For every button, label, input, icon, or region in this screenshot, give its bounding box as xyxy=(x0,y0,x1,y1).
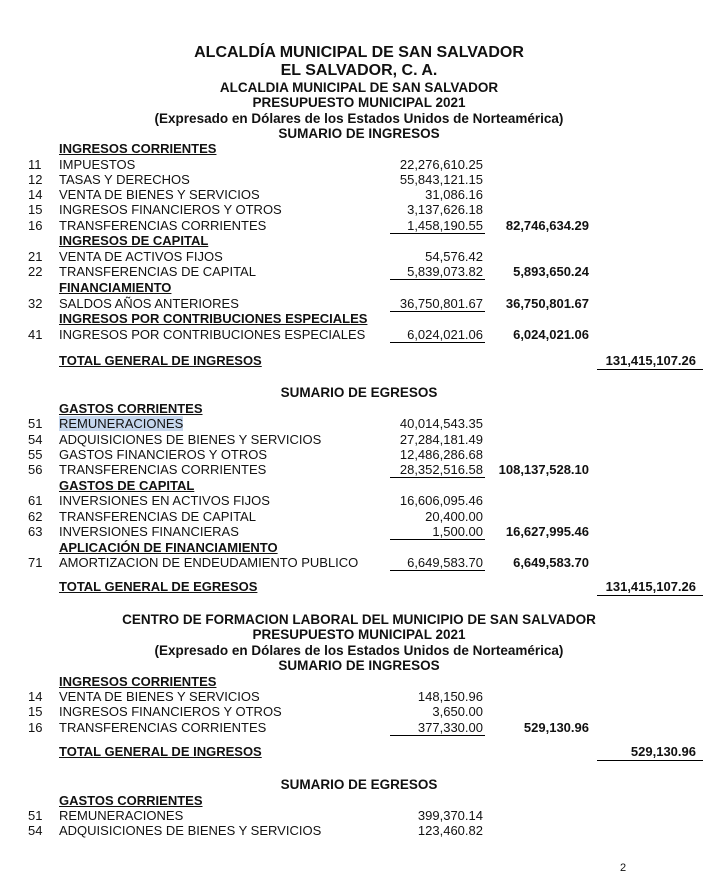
row-amount: 20,400.00 xyxy=(425,509,483,524)
budget-title: PRESUPUESTO MUNICIPAL 2021 xyxy=(252,95,466,110)
row-code: 12 xyxy=(28,172,43,187)
section-gastos-capital: GASTOS DE CAPITAL xyxy=(59,478,195,493)
underline xyxy=(597,760,703,761)
subtotal: 529,130.96 xyxy=(523,720,589,735)
underline xyxy=(597,369,703,370)
cfl-section-ingresos-corrientes: INGRESOS CORRIENTES xyxy=(59,674,217,689)
income-summary-title: SUMARIO DE INGRESOS xyxy=(278,126,440,141)
row-code: 21 xyxy=(28,249,43,264)
cfl-egresos-title: SUMARIO DE EGRESOS xyxy=(280,777,438,792)
section-financiamiento: FINANCIAMIENTO xyxy=(59,280,172,295)
row-code: 14 xyxy=(28,689,43,704)
row-amount: 27,284,181.49 xyxy=(399,432,483,447)
row-amount: 377,330.00 xyxy=(417,720,483,735)
total-egresos: 131,415,107.26 xyxy=(605,579,696,594)
row-code: 71 xyxy=(28,555,43,570)
page-number: 2 xyxy=(620,862,627,874)
row-amount: 123,460.82 xyxy=(417,823,483,838)
row-name: REMUNERACIONES xyxy=(59,808,184,823)
row-amount: 55,843,121.15 xyxy=(399,172,483,187)
cfl-income-title: SUMARIO DE INGRESOS xyxy=(278,658,440,673)
row-name: SALDOS AÑOS ANTERIORES xyxy=(59,296,239,311)
egresos-title: SUMARIO DE EGRESOS xyxy=(280,385,438,400)
row-name: TRANSFERENCIAS DE CAPITAL xyxy=(59,264,256,279)
row-name: INVERSIONES EN ACTIVOS FIJOS xyxy=(59,493,270,508)
subtotal: 5,893,650.24 xyxy=(513,264,589,279)
row-code: 15 xyxy=(28,704,43,719)
row-code: 41 xyxy=(28,327,43,342)
row-name: ADQUISICIONES DE BIENES Y SERVICIOS xyxy=(59,823,322,838)
cfl-total-ingresos-label: TOTAL GENERAL DE INGRESOS xyxy=(59,744,262,759)
row-code: 56 xyxy=(28,462,43,477)
country-title: EL SALVADOR, C. A. xyxy=(280,62,438,79)
underline xyxy=(390,735,485,736)
underline xyxy=(597,595,703,596)
row-name: TRANSFERENCIAS CORRIENTES xyxy=(59,462,267,477)
row-code: 54 xyxy=(28,823,43,838)
cfl-currency-note: (Expresado en Dólares de los Estados Unidos de Norteamérica) xyxy=(154,643,564,658)
subtotal: 6,649,583.70 xyxy=(513,555,589,570)
subtotal: 16,627,995.46 xyxy=(505,524,589,539)
row-name: TRANSFERENCIAS DE CAPITAL xyxy=(59,509,256,524)
row-code: 62 xyxy=(28,509,43,524)
row-name xyxy=(59,416,183,431)
row-amount: 399,370.14 xyxy=(417,808,483,823)
row-name: GASTOS FINANCIEROS Y OTROS xyxy=(59,447,268,462)
cfl-total-ingresos: 529,130.96 xyxy=(630,744,696,759)
row-name: ADQUISICIONES DE BIENES Y SERVICIOS xyxy=(59,432,322,447)
row-amount: 40,014,543.35 xyxy=(399,416,483,431)
row-name: TRANSFERENCIAS CORRIENTES xyxy=(59,720,267,735)
row-code: 14 xyxy=(28,187,43,202)
subtotal: 36,750,801.67 xyxy=(505,296,589,311)
row-code: 51 xyxy=(28,808,43,823)
row-name: TRANSFERENCIAS CORRIENTES xyxy=(59,218,267,233)
row-amount: 3,137,626.18 xyxy=(407,202,483,217)
total-ingresos-label: TOTAL GENERAL DE INGRESOS xyxy=(59,353,262,368)
row-amount: 12,486,286.68 xyxy=(399,447,483,462)
row-amount: 6,649,583.70 xyxy=(407,555,483,570)
row-name: IMPUESTOS xyxy=(59,157,136,172)
row-code: 51 xyxy=(28,416,43,431)
underline xyxy=(390,477,485,478)
row-code: 11 xyxy=(28,157,42,172)
row-name: VENTA DE BIENES Y SERVICIOS xyxy=(59,187,260,202)
row-amount: 36,750,801.67 xyxy=(399,296,483,311)
cfl-budget-title: PRESUPUESTO MUNICIPAL 2021 xyxy=(252,627,466,642)
row-name: VENTA DE ACTIVOS FIJOS xyxy=(59,249,223,264)
row-amount: 54,576.42 xyxy=(425,249,483,264)
section-ingresos-capital: INGRESOS DE CAPITAL xyxy=(59,233,209,248)
row-name: INGRESOS FINANCIEROS Y OTROS xyxy=(59,704,282,719)
row-amount: 31,086.16 xyxy=(425,187,483,202)
section-ingresos-corrientes: INGRESOS CORRIENTES xyxy=(59,141,217,156)
subtotal: 82,746,634.29 xyxy=(505,218,589,233)
currency-note: (Expresado en Dólares de los Estados Unidos de Norteamérica) xyxy=(154,111,564,126)
row-amount: 1,458,190.55 xyxy=(407,218,483,233)
row-code: 22 xyxy=(28,264,43,279)
underline xyxy=(390,539,485,540)
section-contribuciones: INGRESOS POR CONTRIBUCIONES ESPECIALES xyxy=(59,311,368,326)
total-egresos-label: TOTAL GENERAL DE EGRESOS xyxy=(59,579,258,594)
row-code: 15 xyxy=(28,202,43,217)
total-ingresos: 131,415,107.26 xyxy=(605,353,696,368)
row-amount: 5,839,073.82 xyxy=(407,264,483,279)
row-amount: 6,024,021.06 xyxy=(407,327,483,342)
subtotal: 6,024,021.06 xyxy=(513,327,589,342)
row-name: AMORTIZACION DE ENDEUDAMIENTO PUBLICO xyxy=(59,555,359,570)
row-amount: 3,650.00 xyxy=(432,704,483,719)
section-gastos-corrientes: GASTOS CORRIENTES xyxy=(59,401,203,416)
row-name: INGRESOS FINANCIEROS Y OTROS xyxy=(59,202,282,217)
underline xyxy=(390,311,485,312)
underline xyxy=(390,279,485,280)
row-name: INVERSIONES FINANCIERAS xyxy=(59,524,239,539)
row-name: VENTA DE BIENES Y SERVICIOS xyxy=(59,689,260,704)
row-amount: 16,606,095.46 xyxy=(399,493,483,508)
row-amount: 148,150.96 xyxy=(417,689,483,704)
row-code: 54 xyxy=(28,432,43,447)
org-subtitle: ALCALDIA MUNICIPAL DE SAN SALVADOR xyxy=(219,80,499,95)
cfl-section-gastos-corrientes: GASTOS CORRIENTES xyxy=(59,793,203,808)
row-code: 61 xyxy=(28,493,43,508)
row-amount: 1,500.00 xyxy=(432,524,483,539)
section-aplicacion-financiamiento: APLICACIÓN DE FINANCIAMIENTO xyxy=(59,540,278,555)
subtotal: 108,137,528.10 xyxy=(498,462,589,477)
row-code: 16 xyxy=(28,720,43,735)
row-name: TASAS Y DERECHOS xyxy=(59,172,190,187)
org-title: ALCALDÍA MUNICIPAL DE SAN SALVADOR xyxy=(194,44,524,61)
selected-text[interactable]: REMUNERACIONES xyxy=(59,416,184,431)
row-code: 32 xyxy=(28,296,43,311)
row-amount: 22,276,610.25 xyxy=(399,157,483,172)
underline xyxy=(390,342,485,343)
row-name: INGRESOS POR CONTRIBUCIONES ESPECIALES xyxy=(59,327,366,342)
underline xyxy=(390,570,485,571)
underline xyxy=(390,233,485,234)
row-code: 63 xyxy=(28,524,43,539)
cfl-org-title: CENTRO DE FORMACION LABORAL DEL MUNICIPIO DE SAN SALVADOR xyxy=(122,612,596,627)
row-code: 55 xyxy=(28,447,43,462)
row-code: 16 xyxy=(28,218,43,233)
row-amount: 28,352,516.58 xyxy=(399,462,483,477)
